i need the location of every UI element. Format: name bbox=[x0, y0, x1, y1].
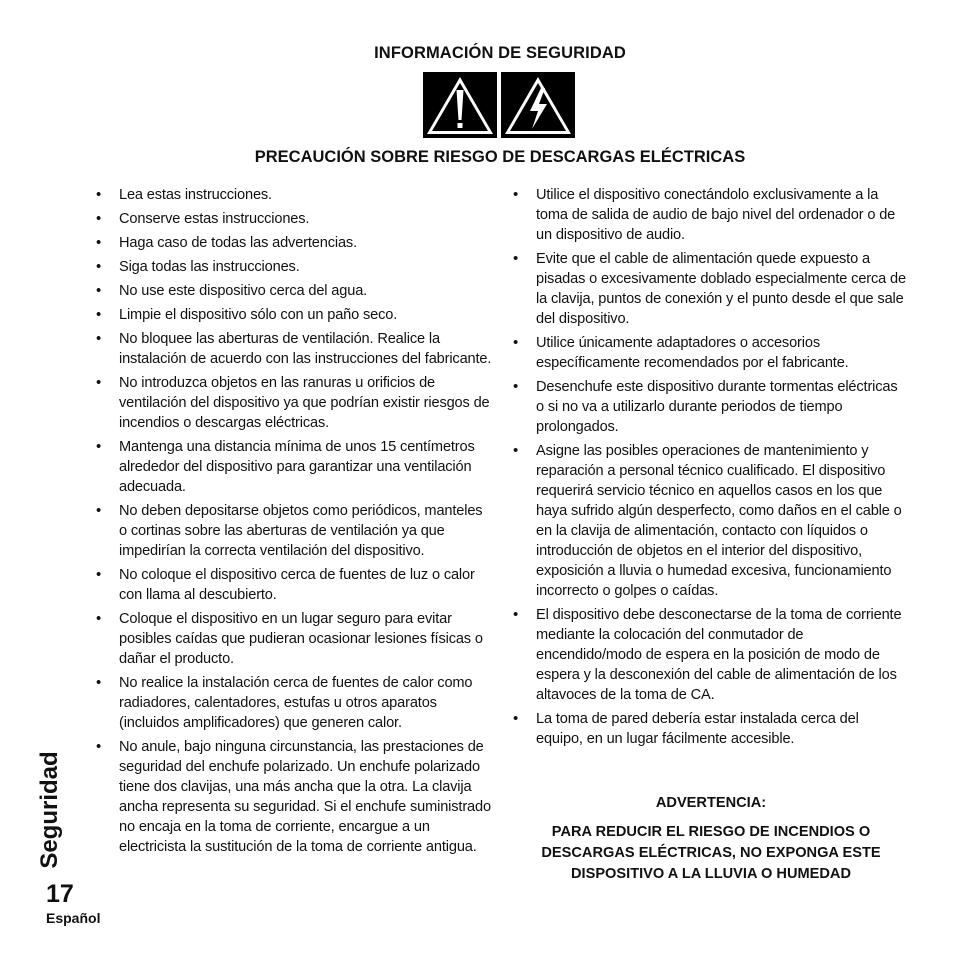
bullet: • bbox=[96, 282, 102, 299]
list-item bbox=[96, 305, 492, 325]
list-item bbox=[513, 185, 909, 245]
section-subtitle: PRECAUCIÓN SOBRE RIESGO DE DESCARGAS ELÉCTRICAS bbox=[254, 148, 746, 166]
list-item-text: Siga todas las instrucciones. bbox=[119, 259, 300, 275]
list-item-text: No use este dispositivo cerca del agua. bbox=[119, 283, 368, 299]
list-item-text: Desenchufe este dispositivo durante tormentas eléctricas o si no va a utilizarlo durante periodos de tiempo prolongados. bbox=[536, 379, 898, 435]
list-item bbox=[96, 737, 492, 857]
bullet: • bbox=[96, 330, 102, 347]
bullet: • bbox=[96, 502, 102, 519]
page-title: INFORMACIÓN DE SEGURIDAD bbox=[374, 44, 626, 62]
bullet: • bbox=[96, 210, 102, 227]
list-item-text: Utilice únicamente adaptadores o accesorios específicamente recomendados por el fabricante. bbox=[536, 335, 849, 371]
list-item bbox=[513, 333, 909, 373]
list-item-text: Mantenga una distancia mínima de unos 15 centímetros alrededor del dispositivo para garantizar una ventilación adecuada. bbox=[119, 439, 475, 495]
list-item bbox=[96, 209, 492, 229]
list-item bbox=[96, 281, 492, 301]
list-item-text: No introduzca objetos en las ranuras u orificios de ventilación del dispositivo ya que podrían existir riesgos de incendios o descargas eléctricas. bbox=[119, 375, 490, 431]
list-item bbox=[513, 709, 909, 749]
bullet: • bbox=[96, 306, 102, 323]
list-item-text: No deben depositarse objetos como periódicos, manteles o cortinas sobre las aberturas de ventilación ya que impedirían la correcta ventilación del dispositivo. bbox=[119, 503, 483, 559]
bullet: • bbox=[513, 606, 519, 623]
warning-text: PARA REDUCIR EL RIESGO DE INCENDIOS O DESCARGAS ELÉCTRICAS, NO EXPONGA ESTE DISPOSITIVO A LA LLUVIA O HUMEDAD bbox=[541, 824, 881, 882]
bullet: • bbox=[513, 710, 519, 727]
bullet: • bbox=[513, 186, 519, 203]
list-item bbox=[96, 673, 492, 733]
page-language: Español bbox=[46, 910, 101, 926]
list-item-text: No bloquee las aberturas de ventilación. Realice la instalación de acuerdo con las instrucciones del fabricante. bbox=[119, 331, 492, 367]
bullet: • bbox=[96, 674, 102, 691]
list-item bbox=[96, 233, 492, 253]
section-side-label bbox=[28, 735, 72, 885]
bullet: • bbox=[96, 610, 102, 627]
list-item bbox=[96, 565, 492, 605]
list-item bbox=[513, 377, 909, 437]
list-item-text: Conserve estas instrucciones. bbox=[119, 211, 310, 227]
list-item bbox=[96, 501, 492, 561]
list-item bbox=[96, 329, 492, 369]
bullet: • bbox=[96, 258, 102, 275]
exclamation-warning-icon bbox=[423, 72, 497, 138]
bullet: • bbox=[513, 442, 519, 459]
safety-list-left bbox=[96, 185, 492, 861]
list-item bbox=[96, 185, 492, 205]
section-label-text: Seguridad bbox=[36, 751, 63, 869]
list-item bbox=[96, 437, 492, 497]
bullet: • bbox=[96, 566, 102, 583]
list-item-text: Evite que el cable de alimentación quede expuesto a pisadas o excesivamente doblado especialmente cerca de la clavija, puntos de conexión y el punto desde el que sale del dispositivo. bbox=[536, 251, 906, 327]
list-item-text: No realice la instalación cerca de fuentes de calor como radiadores, calentadores, estufas u otros aparatos (incluidos amplificadores) que generen calor. bbox=[119, 675, 473, 731]
bullet: • bbox=[96, 438, 102, 455]
list-item-text: Utilice el dispositivo conectándolo exclusivamente a la toma de salida de audio de bajo nivel del ordenador o de un dispositivo de audio. bbox=[536, 187, 896, 243]
list-item bbox=[513, 249, 909, 329]
bullet: • bbox=[513, 334, 519, 351]
warning-block bbox=[513, 793, 909, 885]
bullet: • bbox=[513, 378, 519, 395]
list-item-text: Asigne las posibles operaciones de mantenimiento y reparación a personal técnico cualificado. El dispositivo requerirá servicio técnico en aquellos casos en los que haya sufrido algún desperfecto, como daños en el cable o en la clavija de alimentación, contacto con líquidos o introducción de objetos en el interior del dispositivo, exposición a lluvia o humedad excesiva, funcionamiento incorrecto o golpes o caídas. bbox=[536, 443, 902, 599]
list-item bbox=[96, 609, 492, 669]
list-item-text: Limpie el dispositivo sólo con un paño seco. bbox=[119, 307, 398, 323]
lightning-warning-icon bbox=[501, 72, 575, 138]
bullet: • bbox=[513, 250, 519, 267]
warning-title: ADVERTENCIA: bbox=[655, 795, 767, 811]
list-item-text: Haga caso de todas las advertencias. bbox=[119, 235, 357, 251]
warning-icons bbox=[423, 72, 575, 138]
safety-list-right bbox=[513, 185, 909, 753]
list-item-text: El dispositivo debe desconectarse de la toma de corriente mediante la colocación del conmutador de encendido/modo de espera en la posición de modo de espera y la desconexión del cable de alimentación de los altavoces de la toma de CA. bbox=[536, 607, 902, 703]
list-item bbox=[513, 441, 909, 601]
bullet: • bbox=[96, 186, 102, 203]
list-item-text: La toma de pared debería estar instalada cerca del equipo, en un lugar fácilmente accesible. bbox=[536, 711, 859, 747]
list-item-text: No coloque el dispositivo cerca de fuentes de luz o calor con llama al descubierto. bbox=[119, 567, 475, 603]
list-item bbox=[513, 605, 909, 705]
bullet: • bbox=[96, 234, 102, 251]
list-item-text: No anule, bajo ninguna circunstancia, las prestaciones de seguridad del enchufe polarizado. Un enchufe polarizado tiene dos clavijas, una más ancha que la otra. La clavija ancha representa su seguridad. Si el enchufe suministrado no encaja en la toma de corriente, encargue a un electricista la sustitución de la toma de corriente antigua. bbox=[119, 739, 491, 855]
list-item bbox=[96, 373, 492, 433]
page-number: 17 bbox=[46, 880, 74, 908]
list-item bbox=[96, 257, 492, 277]
list-item-text: Lea estas instrucciones. bbox=[119, 187, 272, 203]
list-item-text: Coloque el dispositivo en un lugar seguro para evitar posibles caídas que pudieran ocasionar lesiones físicas o dañar el producto. bbox=[119, 611, 483, 667]
bullet: • bbox=[96, 374, 102, 391]
bullet: • bbox=[96, 738, 102, 755]
